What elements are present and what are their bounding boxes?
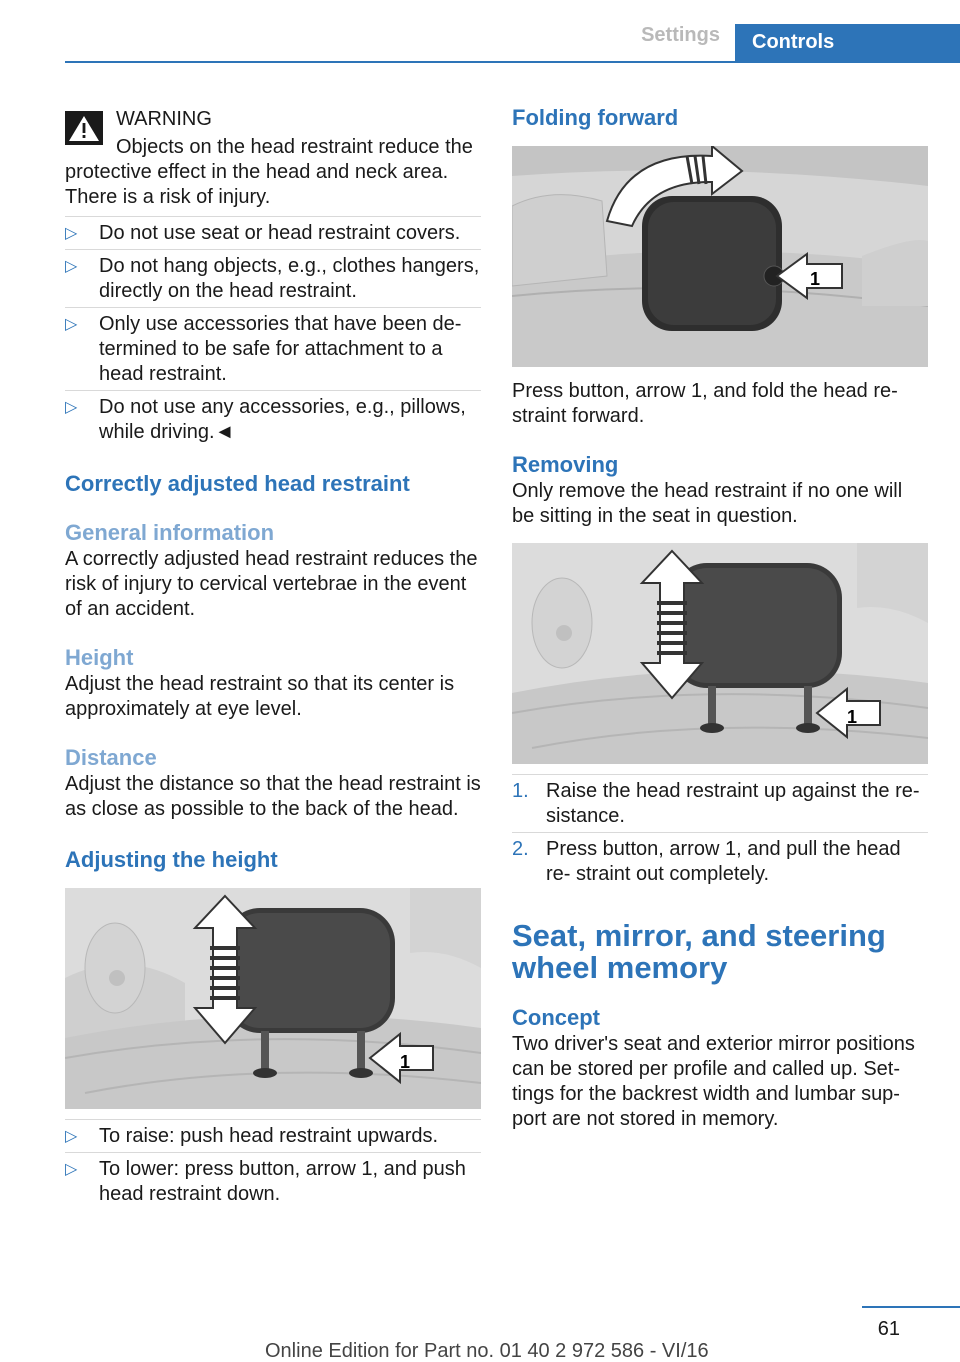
warning-icon [65,111,103,145]
header-rule [65,61,960,63]
distance-text: Adjust the distance so that the head restraint is as close as possible to the back of the head. [65,773,481,820]
heading-general: General information [65,520,275,545]
list-item: ▷ Do not use any accessories, e.g., pillows, while driving.◄ [65,390,481,448]
arrow-label: 1 [847,707,858,727]
figure-removing [512,543,928,764]
list-item: ▷ To raise: push head restraint upwards. [65,1119,481,1152]
triangle-bullet-icon: ▷ [65,225,78,242]
step-number: 1. [512,780,529,802]
left-column [65,100,481,1210]
footer-rule [862,1306,960,1308]
triangle-bullet-icon: ▷ [65,399,78,416]
right-column [512,100,928,1132]
adjusting-list [65,1119,481,1210]
removing-text: Only remove the head restraint if no one will be sitting in the seat in question. [512,480,903,527]
list-item: 2. Press button, arrow 1, and pull the head re- straint out completely. [512,832,928,890]
list-item: ▷ Do not hang objects, e.g., clothes hangers, directly on the head restraint. [65,249,481,307]
heading-folding: Folding forward [512,105,679,130]
list-item: 1. Raise the head restraint up against the re- sistance. [512,774,928,832]
list-item: ▷ To lower: press button, arrow 1, and push head restraint down. [65,1152,481,1210]
heading-distance: Distance [65,745,157,770]
chapter-tab: Controls [735,24,960,62]
arrow-label: 1 [400,1052,411,1072]
heading-adjusting: Adjusting the height [65,847,278,872]
concept-text: Two driver's seat and exterior mirror positions can be stored per profile and called up. Set- tings for the backrest width and lumbar sup- port are not stored in memory. [512,1033,915,1130]
warning-block [65,103,481,448]
triangle-bullet-icon: ▷ [65,316,78,333]
triangle-bullet-icon: ▷ [65,1161,78,1178]
warning-list [65,216,481,448]
warning-title: WARNING [116,108,212,130]
head-restraint-raise-illustration [65,888,481,1109]
general-text: A correctly adjusted head restraint reduces the risk of injury to cervical vertebrae in the event of an accident. [65,548,478,620]
page-number: 61 [877,1318,900,1340]
list-item: ▷ Only use accessories that have been de- termined to be safe for attachment to a head restraint. [65,307,481,390]
folding-text: Press button, arrow 1, and fold the head re- straint forward. [512,380,898,427]
edition-footer: Online Edition for Part no. 01 40 2 972 586 - VI/16 [265,1340,709,1362]
figure-adjust-height [65,888,481,1109]
head-restraint-remove-illustration [512,543,928,764]
warning-body: Objects on the head restraint reduce the protective effect in the head and neck area. There is a risk of injury. [65,136,473,208]
head-restraint-fold-illustration [512,146,928,367]
page-header [0,0,960,62]
triangle-bullet-icon: ▷ [65,1128,78,1145]
list-item: ▷ Do not use seat or head restraint covers. [65,216,481,249]
triangle-bullet-icon: ▷ [65,258,78,275]
heading-height: Height [65,645,134,670]
arrow-label: 1 [810,269,821,289]
heading-concept: Concept [512,1005,600,1030]
heading-removing: Removing [512,452,619,477]
heading-correct: Correctly adjusted head restraint [65,471,410,496]
removing-steps [512,774,928,890]
step-number: 2. [512,838,529,860]
section-tab: Settings [641,24,720,46]
heading-memory: Seat, mirror, and steering wheel memory [512,918,886,985]
height-text: Adjust the head restraint so that its center is approximately at eye level. [65,673,455,720]
figure-folding [512,146,928,367]
